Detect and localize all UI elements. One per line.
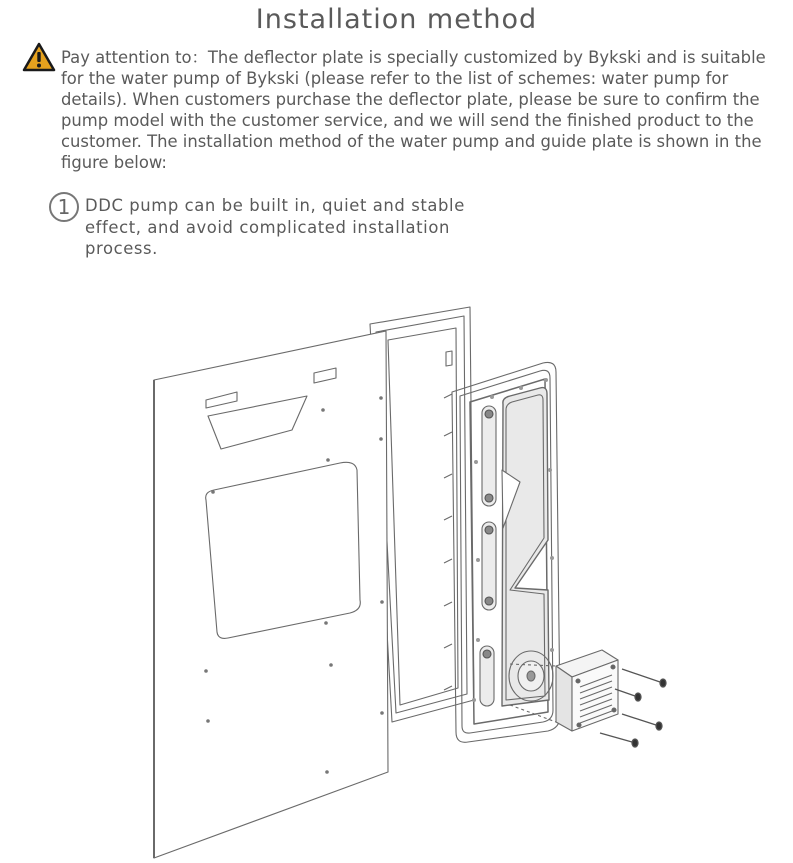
step-number: 1 — [49, 192, 79, 222]
warning-icon — [22, 42, 56, 72]
page-title: Installation method — [255, 4, 538, 35]
deflector-plate — [444, 362, 560, 742]
step-text: DDC pump can be built in, quiet and stable effect, and avoid complicated installation process. — [85, 196, 465, 258]
notice-text: Pay attention to：The deflector plate is specially customized by Bykski and is suitable for the water pump of Bykski (please refer to the list of schemes: water pump for details). When customers purchase the deflector plate, please be sure to confirm the pump model with the customer service, and we will send the finished product to the customer. The installation method of the water pump and guide plate is shown in the figure below: — [61, 48, 766, 172]
installation-diagram — [0, 260, 793, 863]
side-panel — [154, 331, 388, 858]
